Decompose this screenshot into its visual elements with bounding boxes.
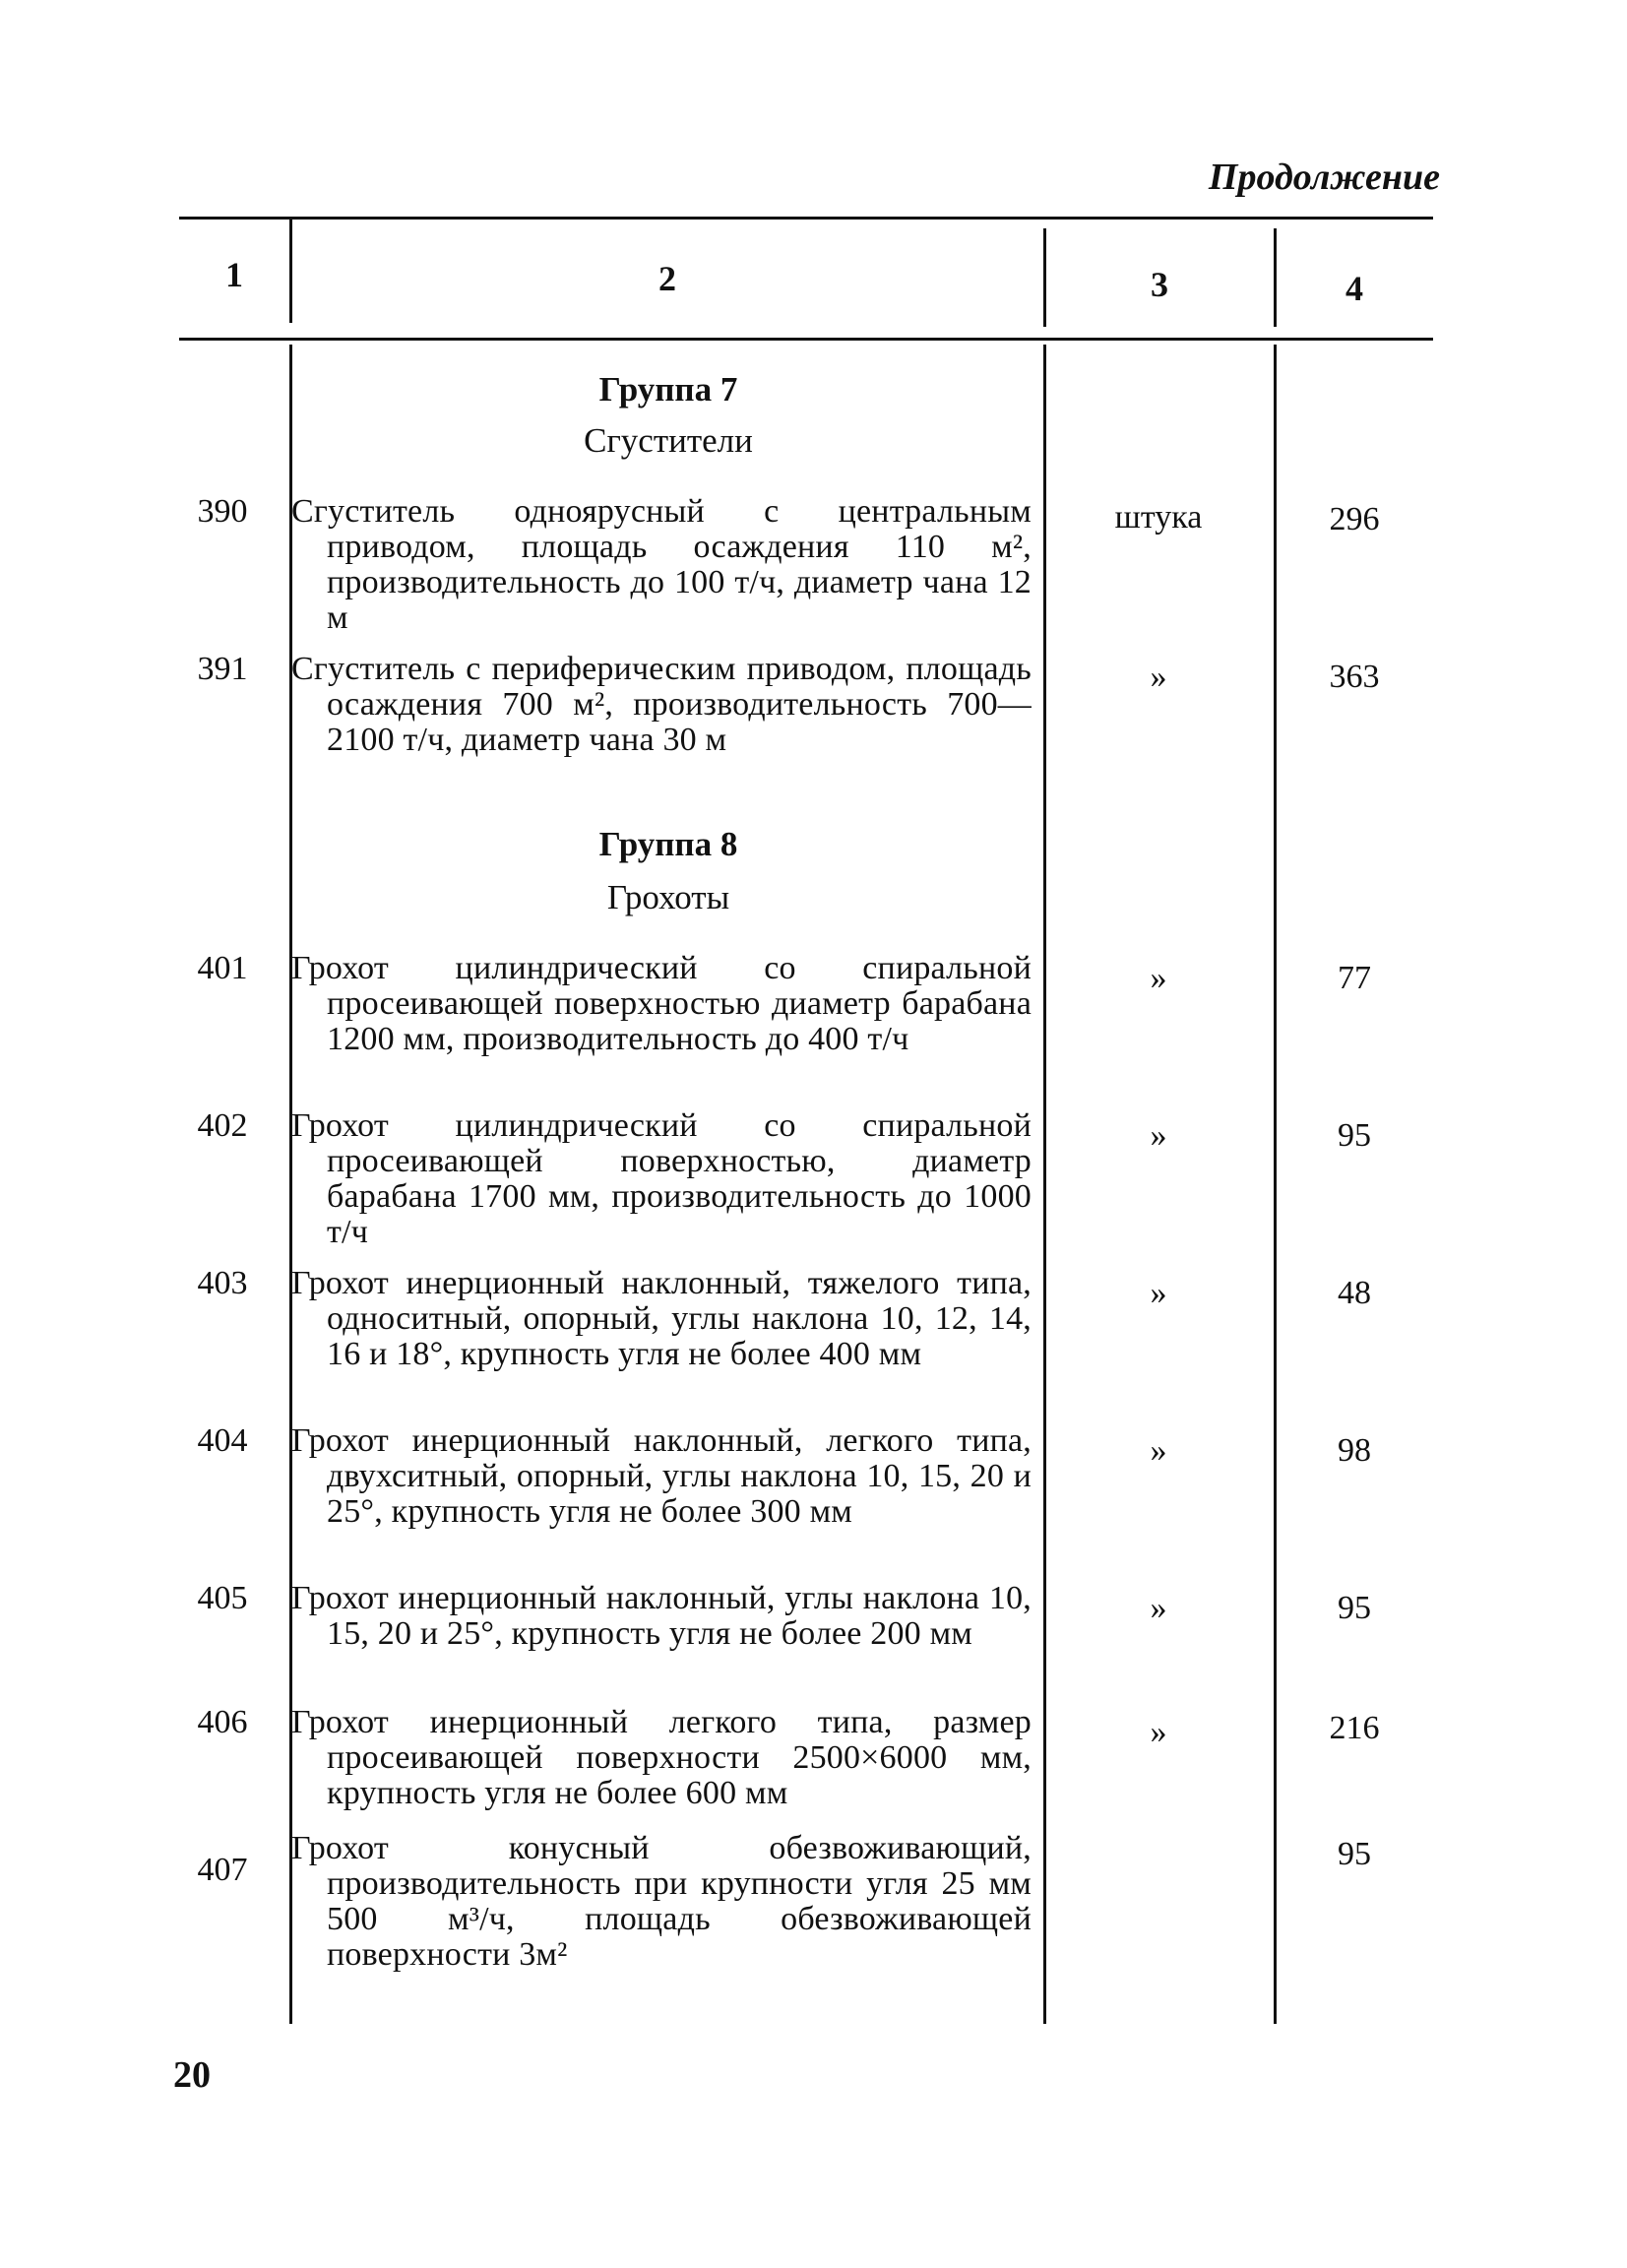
row-unit: » — [1150, 1590, 1167, 1626]
row-description: Грохот цилиндрический со спиральной просеивающей поверхностью диаметр барабана 1200 мм, производительность до 400 т/ч — [291, 950, 1032, 1057]
row-value: 95 — [1338, 1836, 1371, 1872]
table-header-bottom-rule — [179, 338, 1433, 341]
row-code: 401 — [197, 950, 248, 986]
row-code: 403 — [197, 1265, 248, 1301]
row-code: 390 — [197, 493, 248, 530]
row-unit: штука — [1114, 499, 1203, 536]
row-unit: » — [1150, 960, 1167, 996]
row-value: 95 — [1338, 1117, 1371, 1154]
row-description: Грохот инерционный наклонный, легкого типа, двухситный, опорный, углы наклона 10, 15, 20 и 25°, крупность угля не более 300 мм — [291, 1422, 1032, 1530]
row-value: 296 — [1329, 501, 1380, 537]
row-unit: » — [1150, 1714, 1167, 1750]
row-description: Грохот конусный обезвоживающий, производительность при крупности угля 25 мм 500 м³/ч, площадь обезвоживающей поверхности 3м² — [291, 1830, 1032, 1973]
row-code: 405 — [197, 1580, 248, 1616]
group-heading — [291, 370, 1045, 410]
group-heading — [291, 825, 1045, 864]
row-description: Грохот инерционный наклонный, углы наклона 10, 15, 20 и 25°, крупность угля не более 200 мм — [291, 1580, 1032, 1652]
row-code: 404 — [197, 1422, 248, 1459]
body-divider-2 — [1043, 345, 1046, 2024]
column-header-3: 3 — [1151, 265, 1168, 304]
row-unit: » — [1150, 1117, 1167, 1154]
row-value: 48 — [1338, 1275, 1371, 1311]
row-description: Грохот цилиндрический со спиральной просеивающей поверхностью, диаметр барабана 1700 мм, производительность до 1000 т/ч — [291, 1107, 1032, 1250]
table-top-rule — [179, 217, 1433, 220]
row-code: 402 — [197, 1107, 248, 1144]
continuation-label: Продолжение — [1208, 157, 1440, 198]
row-description: Грохот инерционный легкого типа, размер просеивающей поверхности 2500×6000 мм, крупность угля не более 600 мм — [291, 1704, 1032, 1811]
row-description: Сгуститель одноярусный с центральным приводом, площадь осаждения 110 м², производительность до 100 т/ч, диаметр чана 12 м — [291, 493, 1032, 636]
row-value: 216 — [1329, 1710, 1380, 1746]
row-code: 391 — [197, 651, 248, 687]
row-value: 98 — [1338, 1432, 1371, 1469]
group-name: Сгустители — [584, 421, 753, 460]
row-unit: » — [1150, 1275, 1167, 1311]
row-unit: » — [1150, 1432, 1167, 1469]
row-unit: » — [1150, 659, 1167, 695]
column-header-4: 4 — [1345, 269, 1363, 308]
row-description: Грохот инерционный наклонный, тяжелого типа, односитный, опорный, углы наклона 10, 12, 14, 16 и 18°, крупность угля не более 400 мм — [291, 1265, 1032, 1372]
column-header-1: 1 — [225, 255, 243, 294]
row-value: 95 — [1338, 1590, 1371, 1626]
row-value: 363 — [1329, 659, 1380, 695]
group-number: Группа 8 — [598, 825, 738, 863]
row-value: 77 — [1338, 960, 1371, 996]
column-header-2: 2 — [658, 259, 676, 298]
group-number: Группа 7 — [598, 370, 738, 409]
row-code: 406 — [197, 1704, 248, 1740]
row-code: 407 — [197, 1852, 248, 1888]
row-description: Сгуститель с периферическим приводом, площадь осаждения 700 м², производительность 700—2100 т/ч, диаметр чана 30 м — [291, 651, 1032, 758]
body-divider-3 — [1274, 345, 1277, 2024]
group-name: Грохоты — [606, 878, 730, 916]
page-number: 20 — [173, 2054, 211, 2096]
